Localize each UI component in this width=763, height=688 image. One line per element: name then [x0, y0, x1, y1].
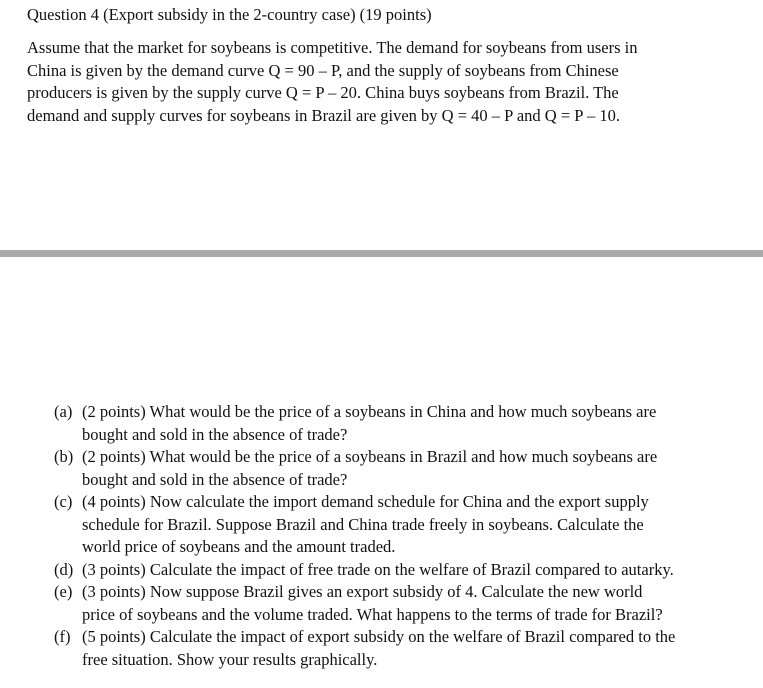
intro-line: Assume that the market for soybeans is competitive. The demand for soybeans from users in: [27, 38, 638, 57]
part-text-line: bought and sold in the absence of trade?: [82, 424, 348, 444]
part-text-line: (5 points) Calculate the impact of export subsidy on the welfare of Brazil compared to the: [82, 627, 676, 646]
part-text-line: schedule for Brazil. Suppose Brazil and China trade freely in soybeans. Calculate the: [82, 514, 644, 534]
part-text-line: world price of soybeans and the amount traded.: [82, 537, 396, 556]
part-text-line: (2 points) What would be the price of a soybeans in China and how much soybeans are: [82, 402, 657, 421]
intro-line: demand and supply curves for soybeans in Brazil are given by Q = 40 – P and Q = P – 10.: [27, 105, 620, 125]
part-text-line: free situation. Show your results graphically.: [82, 649, 378, 669]
question-part-b: [54, 446, 759, 491]
part-text-line: bought and sold in the absence of trade?: [82, 469, 348, 489]
question-part-c: [54, 491, 759, 559]
question-part-f: [54, 626, 759, 671]
part-text-line: (2 points) What would be the price of a soybeans in Brazil and how much soybeans are: [82, 447, 658, 466]
part-text-line: price of soybeans and the volume traded. What happens to the terms of trade for Brazil?: [82, 604, 663, 624]
part-text-line: (4 points) Now calculate the import demand schedule for China and the export supply: [82, 492, 649, 511]
question-part-a: [54, 401, 759, 446]
question-title: Question 4 (Export subsidy in the 2-country case) (19 points): [27, 5, 432, 24]
part-label: (f): [54, 627, 71, 646]
part-text-line: (3 points) Calculate the impact of free trade on the welfare of Brazil compared to autarky.: [82, 559, 674, 579]
part-label: (a): [54, 402, 73, 421]
part-label: (d): [54, 559, 74, 579]
part-label: (c): [54, 492, 73, 511]
intro-line: China is given by the demand curve Q = 90 – P, and the supply of soybeans from Chinese: [27, 60, 619, 80]
section-divider: [0, 250, 763, 257]
part-label: (e): [54, 582, 73, 601]
question-parts-list: [54, 401, 759, 671]
intro-line: producers is given by the supply curve Q = P – 20. China buys soybeans from Brazil. The: [27, 83, 619, 102]
part-text-line: (3 points) Now suppose Brazil gives an export subsidy of 4. Calculate the new world: [82, 582, 643, 601]
question-part-d: [54, 559, 759, 582]
part-label: (b): [54, 447, 74, 466]
question-header-section: [0, 0, 763, 250]
question-part-e: [54, 581, 759, 626]
question-intro-paragraph: [27, 37, 757, 127]
